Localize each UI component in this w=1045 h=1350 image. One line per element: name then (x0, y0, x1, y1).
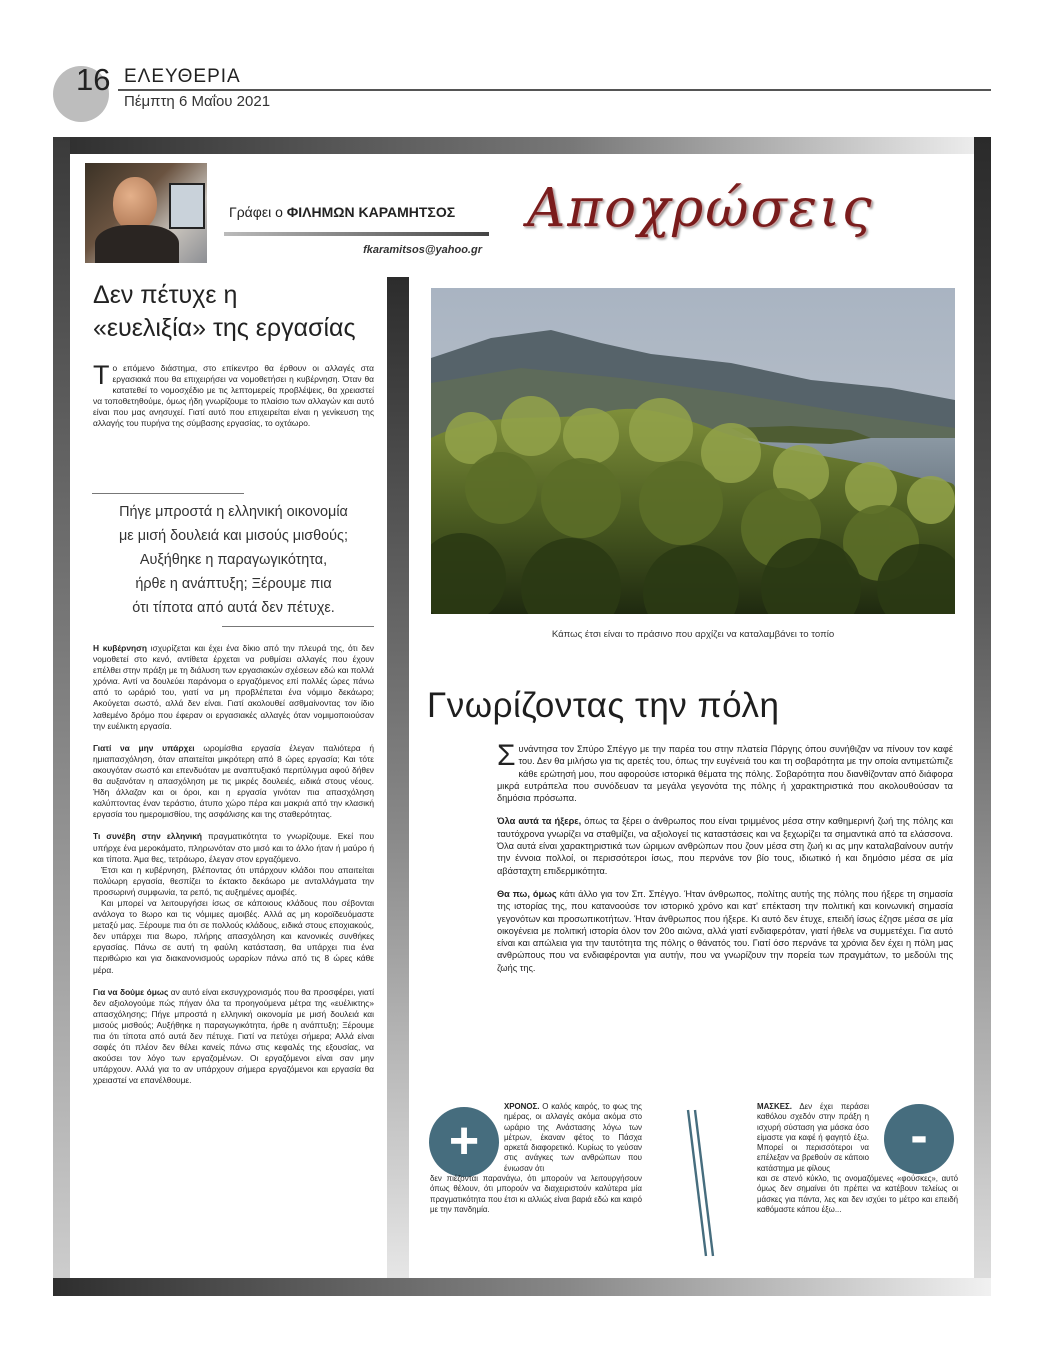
plus-text-full: δεν πιέζονται παρανάγω, ότι μπορούν να λειτουργήσουν όπως θέλουν, ότι μπορούν να διαχειριστούν καλύτερα μία πραγματικότητα που έτσι κι αλλιώς είναι βαριά εδώ και καιρό με την πανδημία. (430, 1174, 642, 1214)
article1-body (93, 643, 374, 1097)
article1-lead (93, 360, 374, 430)
article1-lead-text: ο επόμενο διάστημα, στο επίκεντρο θα έρθουν οι αλλαγές στα εργασιακά που θα επιχειρήσει να νομοθετήσει η κυβέρνηση. Όταν θα κατατεθεί το νομοσχέδιο με τις λεπτομερείς προβλέψεις, θα χρειαστεί να τοποθετηθούμε, όμως ήδη γνωρίζουμε το πλαίσιο των αλλαγών και αυτό είναι που μας ανησυχεί. Γιατί αυτό που επιχειρείται είναι η γενίκευση της αλλαγής του πυρήνα της σύμβασης εργασίας, το οχτάωρο. (93, 363, 374, 429)
plus-text-narrow: Ο καλός καιρός, το φως της ημέρας, οι αλλαγές ακόμα ακόμα στο ωράριο της Ανάστασης λόγω των μέτρων, έκαναν φέτος το Πάσχα αρκετά διαφορετικό. Κυρίως το γεύσαν στις ανάγκες των ανθρώπων που ένιωσαν ότι (504, 1102, 642, 1173)
page-number: 16 (76, 62, 111, 97)
column-title: Αποχρώσεις (527, 178, 874, 239)
pullquote-line: με μισή δουλειά και μισούς μισθούς; (119, 528, 348, 544)
minus-text-full: και σε στενό κύκλο, τις ονομαζόμενες «φούσκες», αυτό όμως δεν σημαίνει ότι πρέπει να κατέβουν τελείως οι μάσκες για πάντα, λες και δεν ισχύει το μέτρο και επειδή καθόμαστε κάπου έξω... (757, 1174, 958, 1214)
article1-paragraph (93, 898, 374, 976)
article1-title (93, 279, 383, 345)
minus-text-narrow: Δεν έχει περάσει καθόλου σχεδόν στην πράξη η ισχυρή σύσταση για μάσκα όσο είμαστε για καφέ ή φαγητό έξω. Μπορεί οι περισσότεροι να επέλεξαν να βρεθούν σε κάποιο κατάστημα με φίλους (757, 1102, 869, 1173)
paragraph-text: Έτσι και η κυβέρνηση, βλέποντας ότι υπάρχουν κλάδοι που απαιτείται πολύωρη εργασία, θεσπίζει το έκτακτο δεκάωρο με ανταλλάγματα την προσωρινή συμφωνία, τα ρεπό, τις αυξημένες αμοιβές. (93, 864, 374, 897)
paragraph-lead: Η κυβέρνηση (93, 643, 147, 653)
paragraph-text: ωρομίσθια εργασία έλεγαν παλιότερα ή ημιαπασχόληση, όταν απαιτείται μικρότερη από 8 ώρες εργασία; Και τότε ακουγόταν σωστό και επενδυόταν με αναπτυξιακό περιτύλιγμα αφού δήθεν θα αυξανόταν η απασχόληση με τις μικρές δουλειές, ειδικά στους νέους. Ήδη άλλαζαν και οι όροι, και η εργασία γινόταν πια απασχόληση καλύπτοντας έναν τεράστιο, άτυπο χώρο πέρα και μακριά από την κλασική εργασία του ημερομισθίου, της ασφάλισης και της σταθερότητας. (93, 742, 374, 820)
article1-title-line1: Δεν πέτυχε η (93, 281, 238, 309)
paragraph-text: αν αυτό είναι εκσυγχρονισμός που θα προσφέρει, γιατί δεν αξιολογούμε πώς πήγαν όλα τα προηγούμενα μέτρα της «ευέλικτης» απασχόλησης; Πήγε μπροστά η ελληνική οικονομία με μισή δουλειά και μισούς μισθούς; Αυξήθηκε η παραγωγικότητα, ήρθε η ανάπτυξη; Ξέρουμε πια ότι τίποτα από αυτά δεν πέτυχε. Γιατί να πετύχει σήμερα; Αλλά είναι σαφές ότι πλέον δεν θέλει κανείς πάνω στις κεφαλές της εξουσίας, να ακούσει τον λόγο των εργαζομένων. Οι εργαζόμενοι είναι σαν μην υπάρχουν. Αλλά για το αν υπάρχουν σήμερα εργαζόμενοι και εργασία θα χρειαστεί να επανέλθουμε. (93, 986, 374, 1086)
paragraph-lead: Γιατί να μην υπάρχει (93, 742, 195, 753)
article1-title-line2: «ευελιξία» της εργασίας (93, 314, 356, 342)
byline-rule (224, 232, 489, 236)
paragraph-text: Και μπορεί να λειτουργήσει ίσως σε κάποιους κλάδους που σέβονται ανάλογα το 8ωρο και τις νόμιμες αμοιβές. Αλλά ας μη κοροϊδευόμαστε μεταξύ μας. Ξέρουμε πια ότι σε πολλούς κλάδους, ειδικά στους εποχιακούς, δεν υπάρχει πια 8ωρο, πλήρης απασχόληση και κανονικές συνθήκες εργασίας. Πάνω σε αυτή τη φαύλη κατάσταση, θα υπάρχει πια ένα περιθώριο και για διακανονισμούς ωραρίων πάνω από τις 8 ώρες κάθε μέρα. (93, 897, 374, 975)
photo-caption: Κάπως έτσι είναι το πράσινο που αρχίζει να καταλαμβάνει το τοπίο (551, 629, 835, 640)
minus-note-top (757, 1102, 869, 1174)
column-separator (387, 277, 409, 1278)
frame-left-bar (53, 137, 70, 1296)
landscape-photo (431, 288, 955, 614)
plus-icon: + (429, 1107, 499, 1177)
article1-paragraph (93, 987, 374, 1087)
header-rule (118, 89, 991, 91)
plus-note (430, 1102, 642, 1215)
article2-lead (497, 739, 953, 804)
frame-right-bar (974, 137, 991, 1296)
author-email[interactable]: fkaramitsos@yahoo.gr (363, 244, 482, 256)
article1-paragraph (93, 831, 374, 864)
issue-date: Πέμπτη 6 Μαΐου 2021 (124, 93, 271, 110)
paragraph-text: ισχυρίζεται και έχει ένα δίκιο από την πλευρά της, ότι δεν νομοθετεί στο κενό, αντίθετα έρχεται να ρυθμίσει αλλαγές που έχουν επέλθει στην πράξη με τη διάλυση των εργασιακών σχέσεων εδώ και πολλά χρόνια. Αντί να δουλεύει παράνομα ο εργαζόμενος επί πολλές ώρες πάνω από το ωράριό του, γιατί να μη προβλέπεται ένα νόμιμο δεκάωρο; Ακούγεται σωστό, αλλά δεν είναι. Γιατί ακολουθεί ασθμαίνοντας τον ίδιο λαθεμένο δρόμο που έφεραν οι εργασιακές αλλαγές όταν νομιμοποιούσαν την ευέλικτη εργασία. (93, 643, 374, 731)
pullquote-line: Αυξήθηκε η παραγωγικότητα, (139, 552, 328, 568)
pullquote-line: ήρθε η ανάπτυξη; Ξέρουμε πια (135, 576, 332, 592)
article2-dropcap: Σ (497, 739, 516, 772)
paragraph-text: πραγματικότητα το γνωρίζουμε. Εκεί που υπήρχε ένα μεροκάματο, πληρωνόταν στο μισό και το άλλο ήταν ή μαύρο ή και τίποτα. Άμα θες, τετράωρο, έλεγαν στον εργαζόμενο. (93, 831, 374, 864)
pullquote-line: ότι τίποτα από αυτά δεν πέτυχε. (132, 600, 335, 616)
article2-paragraph (497, 815, 953, 876)
pullquote-rule-top (92, 493, 244, 494)
pullquote-rule-bottom (222, 626, 374, 627)
paragraph-lead: Θα πω, όμως (497, 888, 557, 899)
article2-title: Γνωρίζοντας την πόλη (427, 686, 780, 725)
article2-paragraph (497, 888, 953, 974)
frame-bottom-bar (53, 1278, 991, 1296)
paragraph-lead: Τι συνέβη στην ελληνική (93, 831, 203, 842)
author-byline (229, 204, 455, 220)
plus-note-top (504, 1102, 642, 1174)
newspaper-name: ΕΛΕΥΘΕΡΙΑ (124, 66, 241, 87)
article2-lead-text: υνάντησα τον Σπύρο Σπέγγο με την παρέα του στην πλατεία Πάργης όπου συνήθιζαν να πίνουν τον καφέ του. Δεν θα μιλήσω για τις αρετές του, όπως την ευγένειά του και τη σοβαρότητα με την οποία αντιμετώπιζε κάθε ερώτησή μου, που αφορούσε ιστορικά θέματα της πόλης. Σοβαρότητα που διανθίζονταν από διάφορα μικρά ευτράπελα που συνόδευαν τα μεγάλα γεγονότα της πόλης ή χαρακτηριστικά που ακολουθούσαν τα δημόσια πρόσωπα. (497, 744, 953, 804)
pullquote (93, 500, 374, 620)
frame-top-bar (53, 137, 991, 154)
paragraph-lead: Όλα αυτά τα ήξερε, (497, 816, 582, 827)
paragraph-text: όπως τα ξέρει ο άνθρωπος που είναι τριμμένος μέσα στην καθημερινή ζωή της πόλης και ταυτόχρονα γνωρίζει να σταθμίζει, να αξιολογεί τις καταστάσεις και να ξεχωρίζει τα σημαντικά από τα ελάσσονα. Όλα αυτά είναι χαρακτηριστικά των ώριμων ανθρώπων που ζουν μέσα στη ζωή κι ας μην καταλαβαίνουν αυτήν την έννοια πολλοί, οι περισσότεροι ίσως, που περνάνε τον βίο τους, ιδιωτικό ή και δημόσιο μέσα σε μία αβάσταχτη επιδερμικότητα. (497, 816, 953, 876)
paragraph-lead: Για να δούμε όμως (93, 986, 169, 997)
divider-slashes-icon (682, 1108, 722, 1258)
author-photo (85, 163, 207, 263)
minus-icon: - (884, 1104, 954, 1174)
article1-paragraph (93, 743, 374, 821)
author-name: ΦΙΛΗΜΩΝ ΚΑΡΑΜΗΤΣΟΣ (286, 204, 456, 220)
landscape-illustration (431, 288, 955, 614)
article1-paragraph (93, 865, 374, 898)
plus-lead: ΧΡΟΝΟΣ. (504, 1102, 540, 1111)
article1-dropcap: Τ (93, 360, 110, 390)
paragraph-text: κάτι άλλο για τον Σπ. Σπέγγο. Ήταν άνθρωπος, πολίτης αυτής της πόλης που ήξερε τη σημασία της ιστορίας της, που κατανοούσε τον ιστορικό χρόνο και κατ' επέκταση την πολιτική και κοινωνική σημασία γεγονότων και προσωπικοτήτων. Ήταν άνθρωπος που ήξερε. Κι αυτό δεν έτυχε, επειδή ίσως έζησε μέσα σε μία οικογένεια με πολιτική ιστορία όλον τον 20ο αιώνα, αλλά γιατί ενδιαφερόταν, γιατί ήθελε να συμμετέχει. Για αυτό είναι και απώλεια για την ταυτότητα της πόλης ο θάνατός του. Γιατί όσο περνάνε τα χρόνια δεν έχει η πόλη μας ανθρώπους που να ενδιαφέρονται για αυτήν, που να γνωρίζουν την πορεία των πραγμάτων, το μεδούλι της ζωής της. (497, 888, 953, 973)
article1-paragraph (93, 643, 374, 732)
minus-note (757, 1102, 958, 1215)
minus-lead: ΜΑΣΚΕΣ. (757, 1102, 792, 1111)
byline-prefix: Γράφει ο (229, 204, 283, 220)
article2-body (497, 739, 953, 985)
pullquote-line: Πήγε μπροστά η ελληνική οικονομία (119, 504, 348, 520)
